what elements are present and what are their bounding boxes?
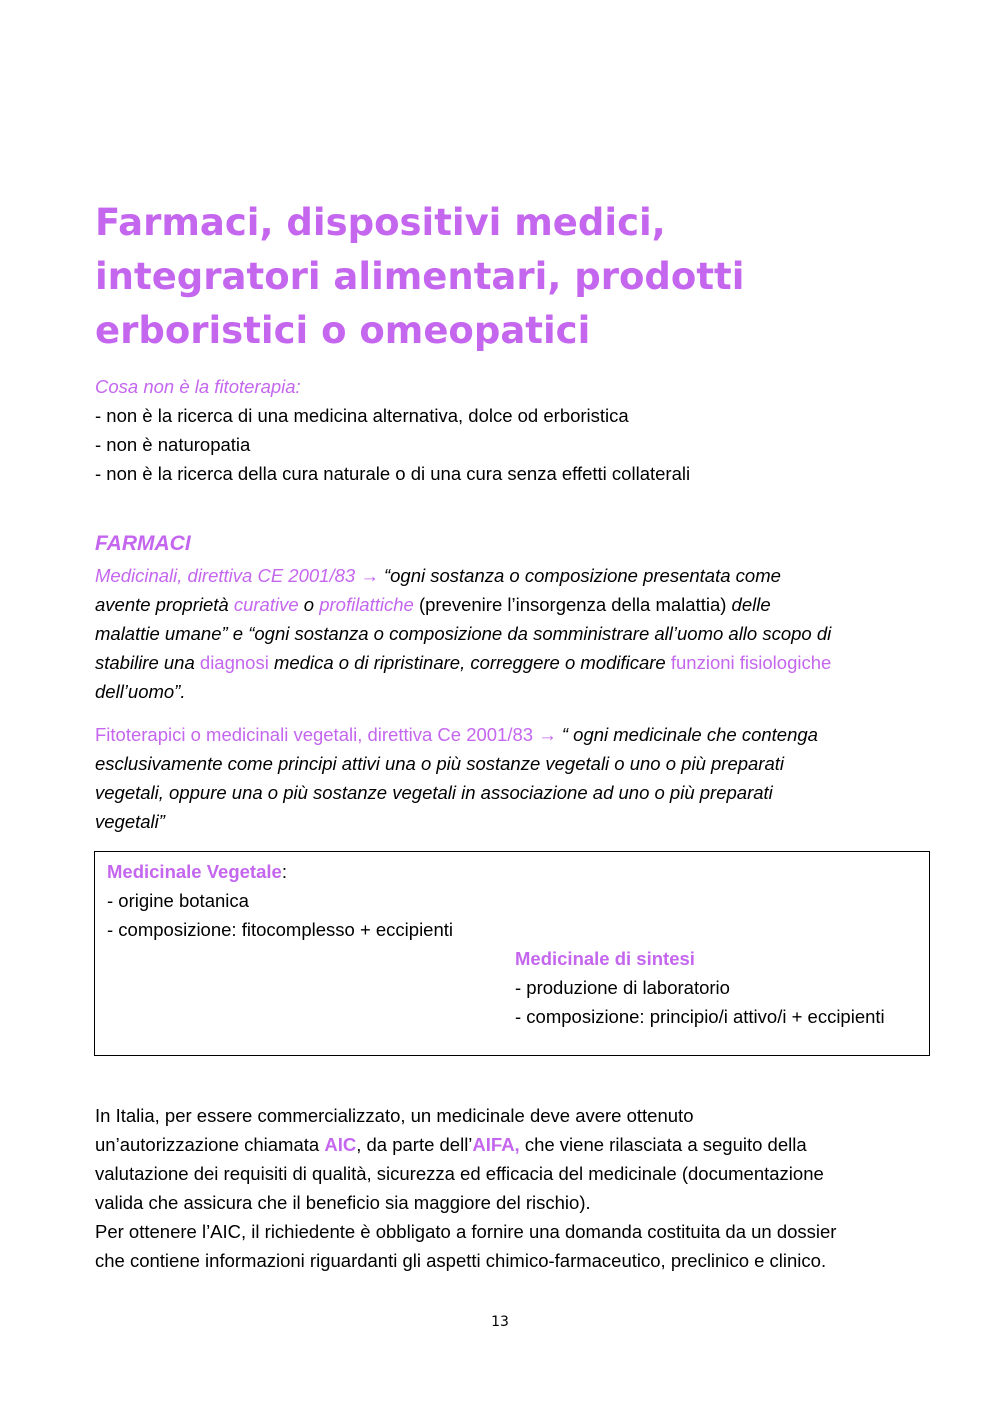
definition-text: medica o di ripristinare, correggere o modificare [268, 652, 671, 673]
paragraph-line: Per ottenere l’AIC, il richiedente è obbligato a fornire una domanda costituita da un dossier [95, 1221, 837, 1242]
definition-text: (prevenire l’insorgenza della malattia) [413, 594, 732, 615]
paragraph-text: che viene rilasciata a seguito della [519, 1134, 807, 1155]
definition-text: malattie umane” e “ogni sostanza o composizione da somministrare all’uomo allo scopo di [95, 623, 832, 644]
definition-text: vegetali, oppure una o più sostanze vegetali in associazione ad uno o più preparati [95, 782, 773, 803]
aic-term: AIC [324, 1134, 357, 1155]
fitoterapici-definition [95, 720, 915, 836]
intro-item: - non è la ricerca di una medicina alternativa, dolce od erboristica [95, 405, 629, 426]
intro-heading: Cosa non è la fitoterapia: [95, 376, 301, 397]
intro-section [95, 372, 915, 488]
comparison-box [94, 851, 930, 1056]
paragraph-line: In Italia, per essere commercializzato, un medicinale deve avere ottenuto [95, 1105, 694, 1126]
vegetale-column [107, 857, 453, 944]
sintesi-title: Medicinale di sintesi [515, 948, 695, 969]
paragraph-line: valida che assicura che il beneficio sia maggiore del rischio). [95, 1192, 591, 1213]
aifa-term: AIFA, [472, 1134, 520, 1155]
definition-text: dell’uomo”. [95, 681, 186, 702]
definition-label: Fitoterapici o medicinali vegetali, direttiva Ce 2001/83 [95, 724, 534, 745]
aic-paragraph [95, 1101, 915, 1275]
arrow-icon: → [538, 724, 557, 745]
definition-text: “ogni sostanza o composizione presentata come [378, 565, 781, 586]
list-item: - origine botanica [107, 890, 249, 911]
highlight-term: curative [233, 594, 299, 615]
list-item: - composizione: principio/i attivo/i + eccipienti [515, 1006, 885, 1027]
page-number: 13 [491, 1314, 509, 1330]
paragraph-line: che contiene informazioni riguardanti gli aspetti chimico-farmaceutico, preclinico e clinico. [95, 1250, 827, 1271]
definition-text: o [298, 594, 320, 615]
colon: : [281, 861, 287, 882]
vegetale-title: Medicinale Vegetale [107, 861, 282, 882]
highlight-term: profilattiche [319, 594, 414, 615]
definition-label: Medicinali, direttiva CE 2001/83 [95, 565, 356, 586]
definition-text: esclusivamente come principi attivi una o più sostanze vegetali o uno o più preparati [95, 753, 785, 774]
farmaci-heading: FARMACI [95, 532, 191, 555]
definition-text: “ ogni medicinale che contenga [556, 724, 818, 745]
paragraph-text: , da parte dell’ [356, 1134, 473, 1155]
list-item: - produzione di laboratorio [515, 977, 730, 998]
intro-item: - non è naturopatia [95, 434, 251, 455]
paragraph-text: un’autorizzazione chiamata [95, 1134, 325, 1155]
list-item: - composizione: fitocomplesso + eccipienti [107, 919, 454, 940]
definition-text: avente proprietà [95, 594, 234, 615]
title-line: Farmaci, dispositivi medici, [95, 201, 666, 244]
arrow-icon: → [360, 565, 379, 586]
highlight-term: diagnosi [199, 652, 269, 673]
paragraph-line: valutazione dei requisiti di qualità, sicurezza ed efficacia del medicinale (documentazione [95, 1163, 824, 1184]
definition-text: stabilire una [95, 652, 200, 673]
title-line: integratori alimentari, prodotti [95, 255, 745, 298]
page-title [95, 196, 855, 358]
sintesi-column [515, 944, 885, 1031]
highlight-term: funzioni fisiologiche [670, 652, 832, 673]
definition-text: delle [731, 594, 771, 615]
farmaci-definition [95, 561, 915, 706]
definition-text: vegetali” [95, 811, 165, 832]
title-line: erboristici o omeopatici [95, 309, 591, 352]
intro-item: - non è la ricerca della cura naturale o di una cura senza effetti collaterali [95, 463, 691, 484]
